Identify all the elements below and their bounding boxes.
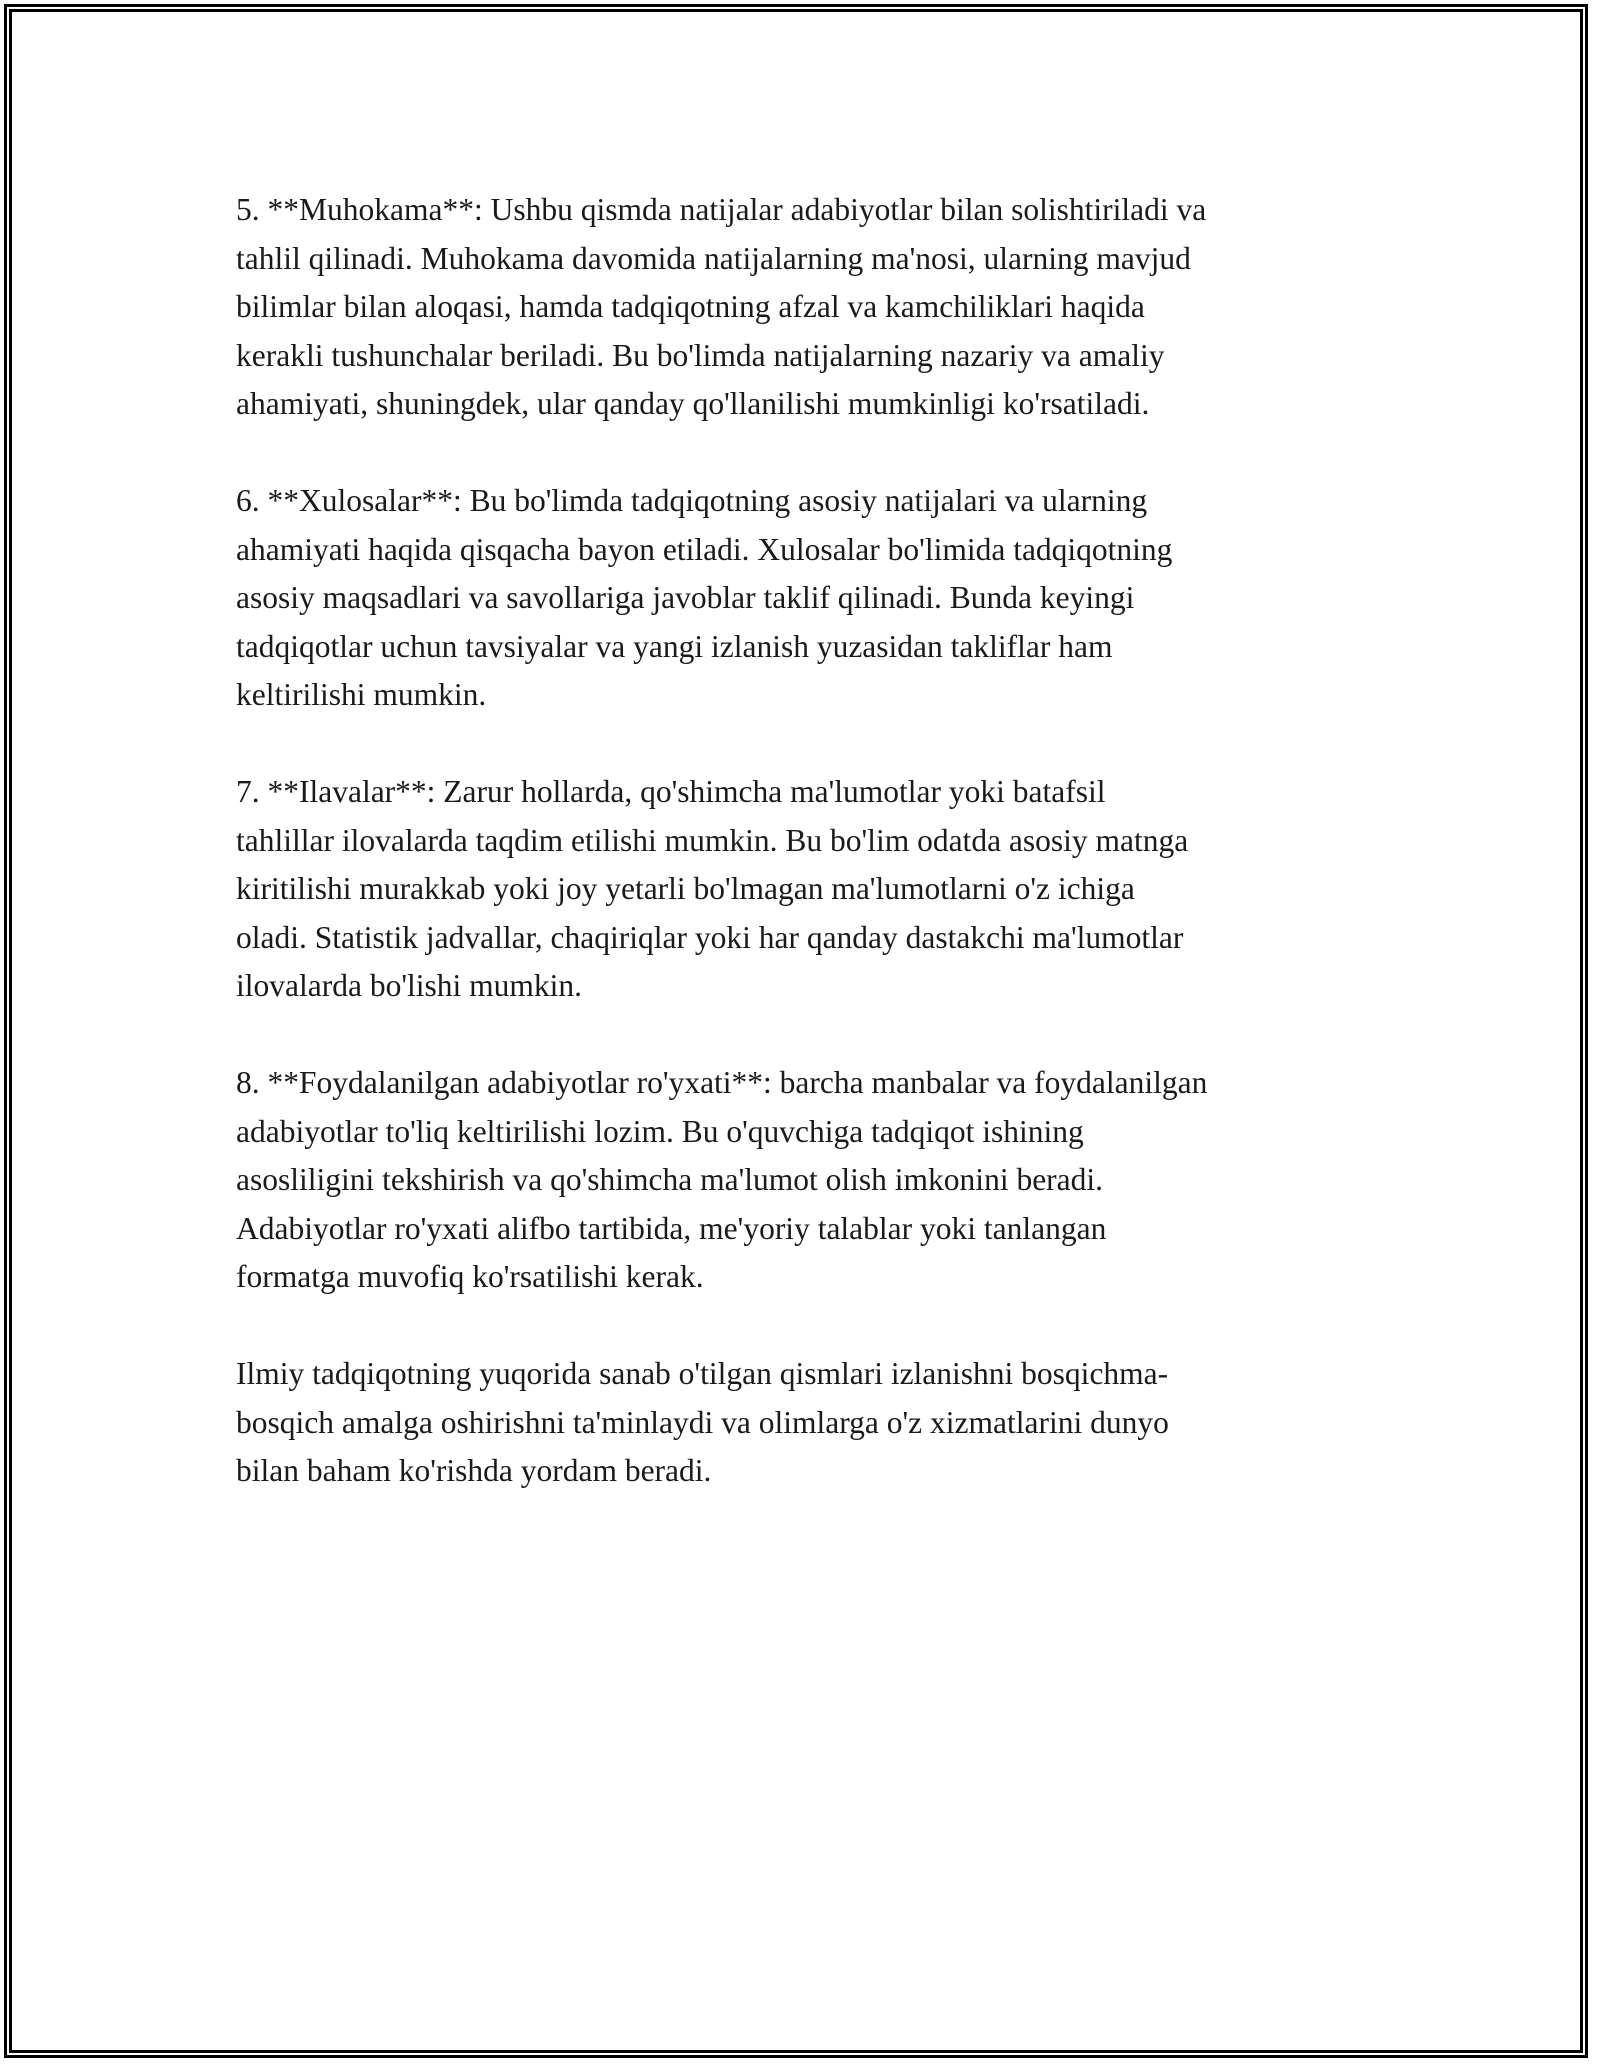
section-8-adabiyotlar: 8. **Foydalanilgan adabiyotlar ro'yxati**: barcha manbalar va foydalanilgan adabiyotlar to'liq keltirilishi lozim. Bu o'quvchiga tadqiqot ishining asosliligini tekshirish va qo'shimcha ma'lumot olish imkonini beradi. Adabiyotlar ro'yxati alifbo tartibida, me'yoriy talablar yoki tanlangan formatga muvofiq ko'rsatilishi kerak. <box>236 1065 1208 1294</box>
section-5-muhokama: 5. **Muhokama**: Ushbu qismda natijalar adabiyotlar bilan solishtiriladi va tahlil qilinadi. Muhokama davomida natijalarning ma'nosi, ularning mavjud bilimlar bilan aloqasi, hamda tadqiqotning afzal va kamchiliklari haqida kerakli tushunchalar beriladi. Bu bo'limda natijalarning nazariy va amaliy ahamiyati, shuningdek, ular qanday qo'llanilishi mumkinligi ko'rsatiladi. <box>236 192 1207 421</box>
section-6-xulosalar: 6. **Xulosalar**: Bu bo'limda tadqiqotning asosiy natijalari va ularning ahamiyati haqida qisqacha bayon etiladi. Xulosalar bo'limida tadqiqotning asosiy maqsadlari va savollariga javoblar taklif qilinadi. Bunda keyingi tadqiqotlar uchun tavsiyalar va yangi izlanish yuzasidan takliflar ham keltirilishi mumkin. <box>236 483 1173 712</box>
document-body <box>236 186 1376 1544</box>
section-7-ilavalar: 7. **Ilavalar**: Zarur hollarda, qo'shimcha ma'lumotlar yoki batafsil tahlillar ilovalarda taqdim etilishi mumkin. Bu bo'lim odatda asosiy matnga kiritilishi murakkab yoki joy yetarli bo'lmagan ma'lumotlarni o'z ichiga oladi. Statistik jadvallar, chaqiriqlar yoki har qanday dastakchi ma'lumotlar ilovalarda bo'lishi mumkin. <box>236 774 1189 1003</box>
closing-paragraph: Ilmiy tadqiqotning yuqorida sanab o'tilgan qismlari izlanishni bosqichma- bosqich amalga oshirishni ta'minlaydi va olimlarga o'z xizmatlarini dunyo bilan baham ko'rishda yordam beradi. <box>236 1356 1169 1488</box>
